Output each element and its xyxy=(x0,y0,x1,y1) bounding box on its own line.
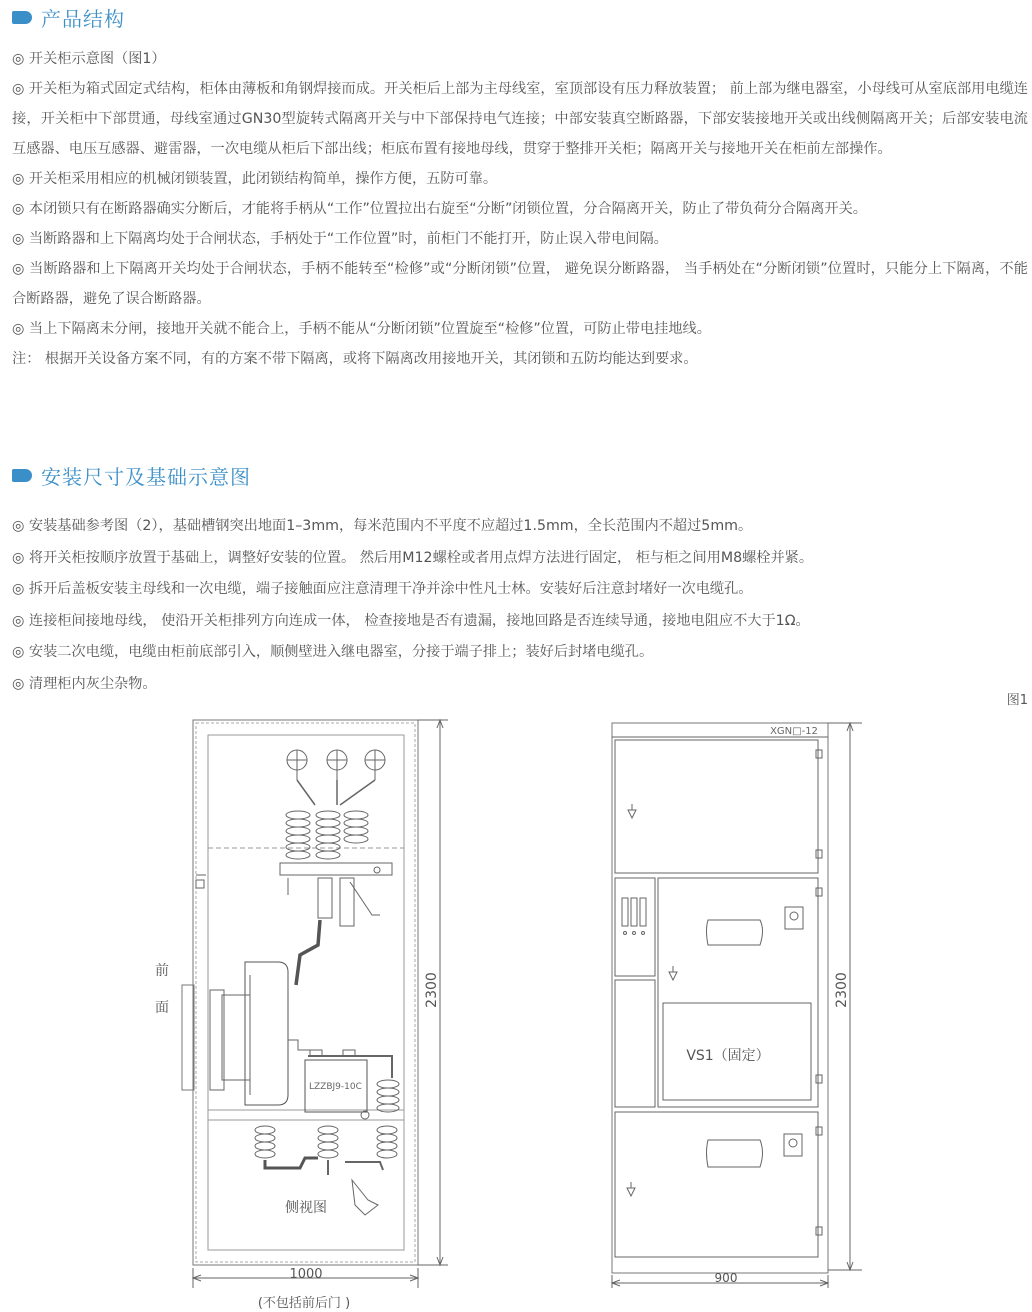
paragraph: ◎ 开关柜为箱式固定式结构，柜体由薄板和角钢焊接而成。开关柜后上部为主母线室，室顶部设有压力释放装置； 前上部为继电器室，小母线可从室底部用电缆连接，开关柜中下部贯通，母线室通过GN30型旋转式隔离开关与中下部保持电气连接；中部安装真空断路器，下部安装接地开关或出线侧隔离开关；后部安装电流互感器、电压互感器、避雷器，一次电缆从柜后下部出线；柜底布置有接地母线，贯穿于整排开关柜；隔离开关与接地开关在柜前左部操作。 xyxy=(12,81,1028,157)
isolator-dial-icon xyxy=(287,750,307,780)
paragraph: ◎ 清理柜内灰尘杂物。 xyxy=(12,675,157,692)
vacuum-breaker-icon xyxy=(210,962,288,1105)
section-title-installation xyxy=(12,461,251,490)
switchgear-drawing xyxy=(0,700,1032,1312)
paragraph: ◎ 当断路器和上下隔离均处于合闸状态，手柄处于“工作位置”时，前柜门不能打开，防止误入带电间隔。 xyxy=(12,231,668,247)
section-marker-icon xyxy=(12,11,32,24)
cabinet-model-label: XGN□-12 xyxy=(770,726,818,737)
front-width-dimension: 900 xyxy=(714,1271,738,1285)
side-width-dimension: 1000 xyxy=(289,1267,323,1282)
paragraph: ◎ 将开关柜按顺序放置于基础上，调整好安装的位置。 然后用M12螺栓或者用点焊方法进行固定， 柜与柜之间用M8螺栓并紧。 xyxy=(12,549,814,566)
viewing-window-icon xyxy=(707,1140,763,1167)
side-view xyxy=(155,720,448,1311)
paragraph: 注： 根据开关设备方案不同，有的方案不带下隔离，或将下隔离改用接地开关，其闭锁和五防均能达到要求。 xyxy=(12,351,698,367)
insulator-icon xyxy=(344,811,368,843)
section-title-structure xyxy=(12,3,125,32)
paragraph: ◎ 当断路器和上下隔离开关均处于合闸状态，手柄不能转至“检修”或“分断闭锁”位置， 避免误分断路器， 当手柄处在“分断闭锁”位置时，只能分上下隔离，不能合断路器，避免了误合断路器。 xyxy=(12,261,1028,307)
front-label-2: 面 xyxy=(155,1000,169,1016)
section-marker-icon xyxy=(12,469,32,482)
hazard-icon xyxy=(669,966,677,980)
insulator-icon xyxy=(316,811,340,859)
paragraph: ◎ 本闭锁只有在断路器确实分断后，才能将手柄从“工作”位置拉出右旋至“分断”闭锁位置，分合隔离开关，防止了带负荷分合隔离开关。 xyxy=(12,201,867,217)
insulator-icon xyxy=(318,1126,338,1158)
front-view xyxy=(612,723,862,1288)
breaker-label: VS1（固定） xyxy=(686,1048,770,1064)
hazard-icon xyxy=(627,1182,635,1196)
hazard-icon xyxy=(628,804,636,818)
section-title-text: 安装尺寸及基础示意图 xyxy=(41,465,251,489)
front-height-dimension: 2300 xyxy=(834,972,850,1008)
paragraph: ◎ 拆开后盖板安装主母线和一次电缆，端子接触面应注意清理干净并涂中性凡士林。安装好后注意封堵好一次电缆孔。 xyxy=(12,581,753,598)
section-title-text: 产品结构 xyxy=(41,7,125,31)
paragraph: ◎ 安装二次电缆，电缆由柜前底部引入，顺侧壁进入继电器室，分接于端子排上；装好后封堵电缆孔。 xyxy=(12,644,654,661)
installation-paragraphs xyxy=(12,511,1028,701)
paragraph: ◎ 开关柜示意图（图1） xyxy=(12,51,166,67)
insulator-icon xyxy=(255,1126,275,1158)
side-height-dimension: 2300 xyxy=(424,972,440,1008)
figure-label: 图1 xyxy=(1006,693,1028,708)
isolator-dial-icon xyxy=(327,750,347,780)
lamp-icon xyxy=(789,1139,797,1147)
paragraph: ◎ 安装基础参考图（2），基础槽钢突出地面1–3mm，每米范围内不平度不应超过1.5mm，全长范围内不超过5mm。 xyxy=(12,518,753,534)
ct-label: LZZBJ9-10C xyxy=(309,1082,362,1092)
paragraph: ◎ 当上下隔离未分闸，接地开关就不能合上，手柄不能从“分断闭锁”位置旋至“检修”位置，可防止带电挂地线。 xyxy=(12,321,711,337)
structure-paragraphs xyxy=(12,44,1028,374)
side-view-caption: 侧视图 xyxy=(285,1200,327,1216)
viewing-window-icon xyxy=(707,920,763,945)
isolator-dial-icon xyxy=(365,750,385,780)
lamp-icon xyxy=(790,912,798,920)
insulator-icon xyxy=(377,1126,397,1158)
insulator-icon xyxy=(286,811,310,859)
paragraph: ◎ 连接柜间接地母线， 使沿开关柜排列方向连成一体， 检查接地是否有遗漏，接地回路是否连续导通，接地电阻应不大于1Ω。 xyxy=(12,612,810,629)
arrester-icon xyxy=(377,1080,399,1112)
front-label-1: 前 xyxy=(155,963,169,979)
side-view-note: (不包括前后门 ) xyxy=(257,1296,351,1311)
paragraph: ◎ 开关柜采用相应的机械闭锁装置，此闭锁结构简单，操作方便，五防可靠。 xyxy=(12,171,498,187)
